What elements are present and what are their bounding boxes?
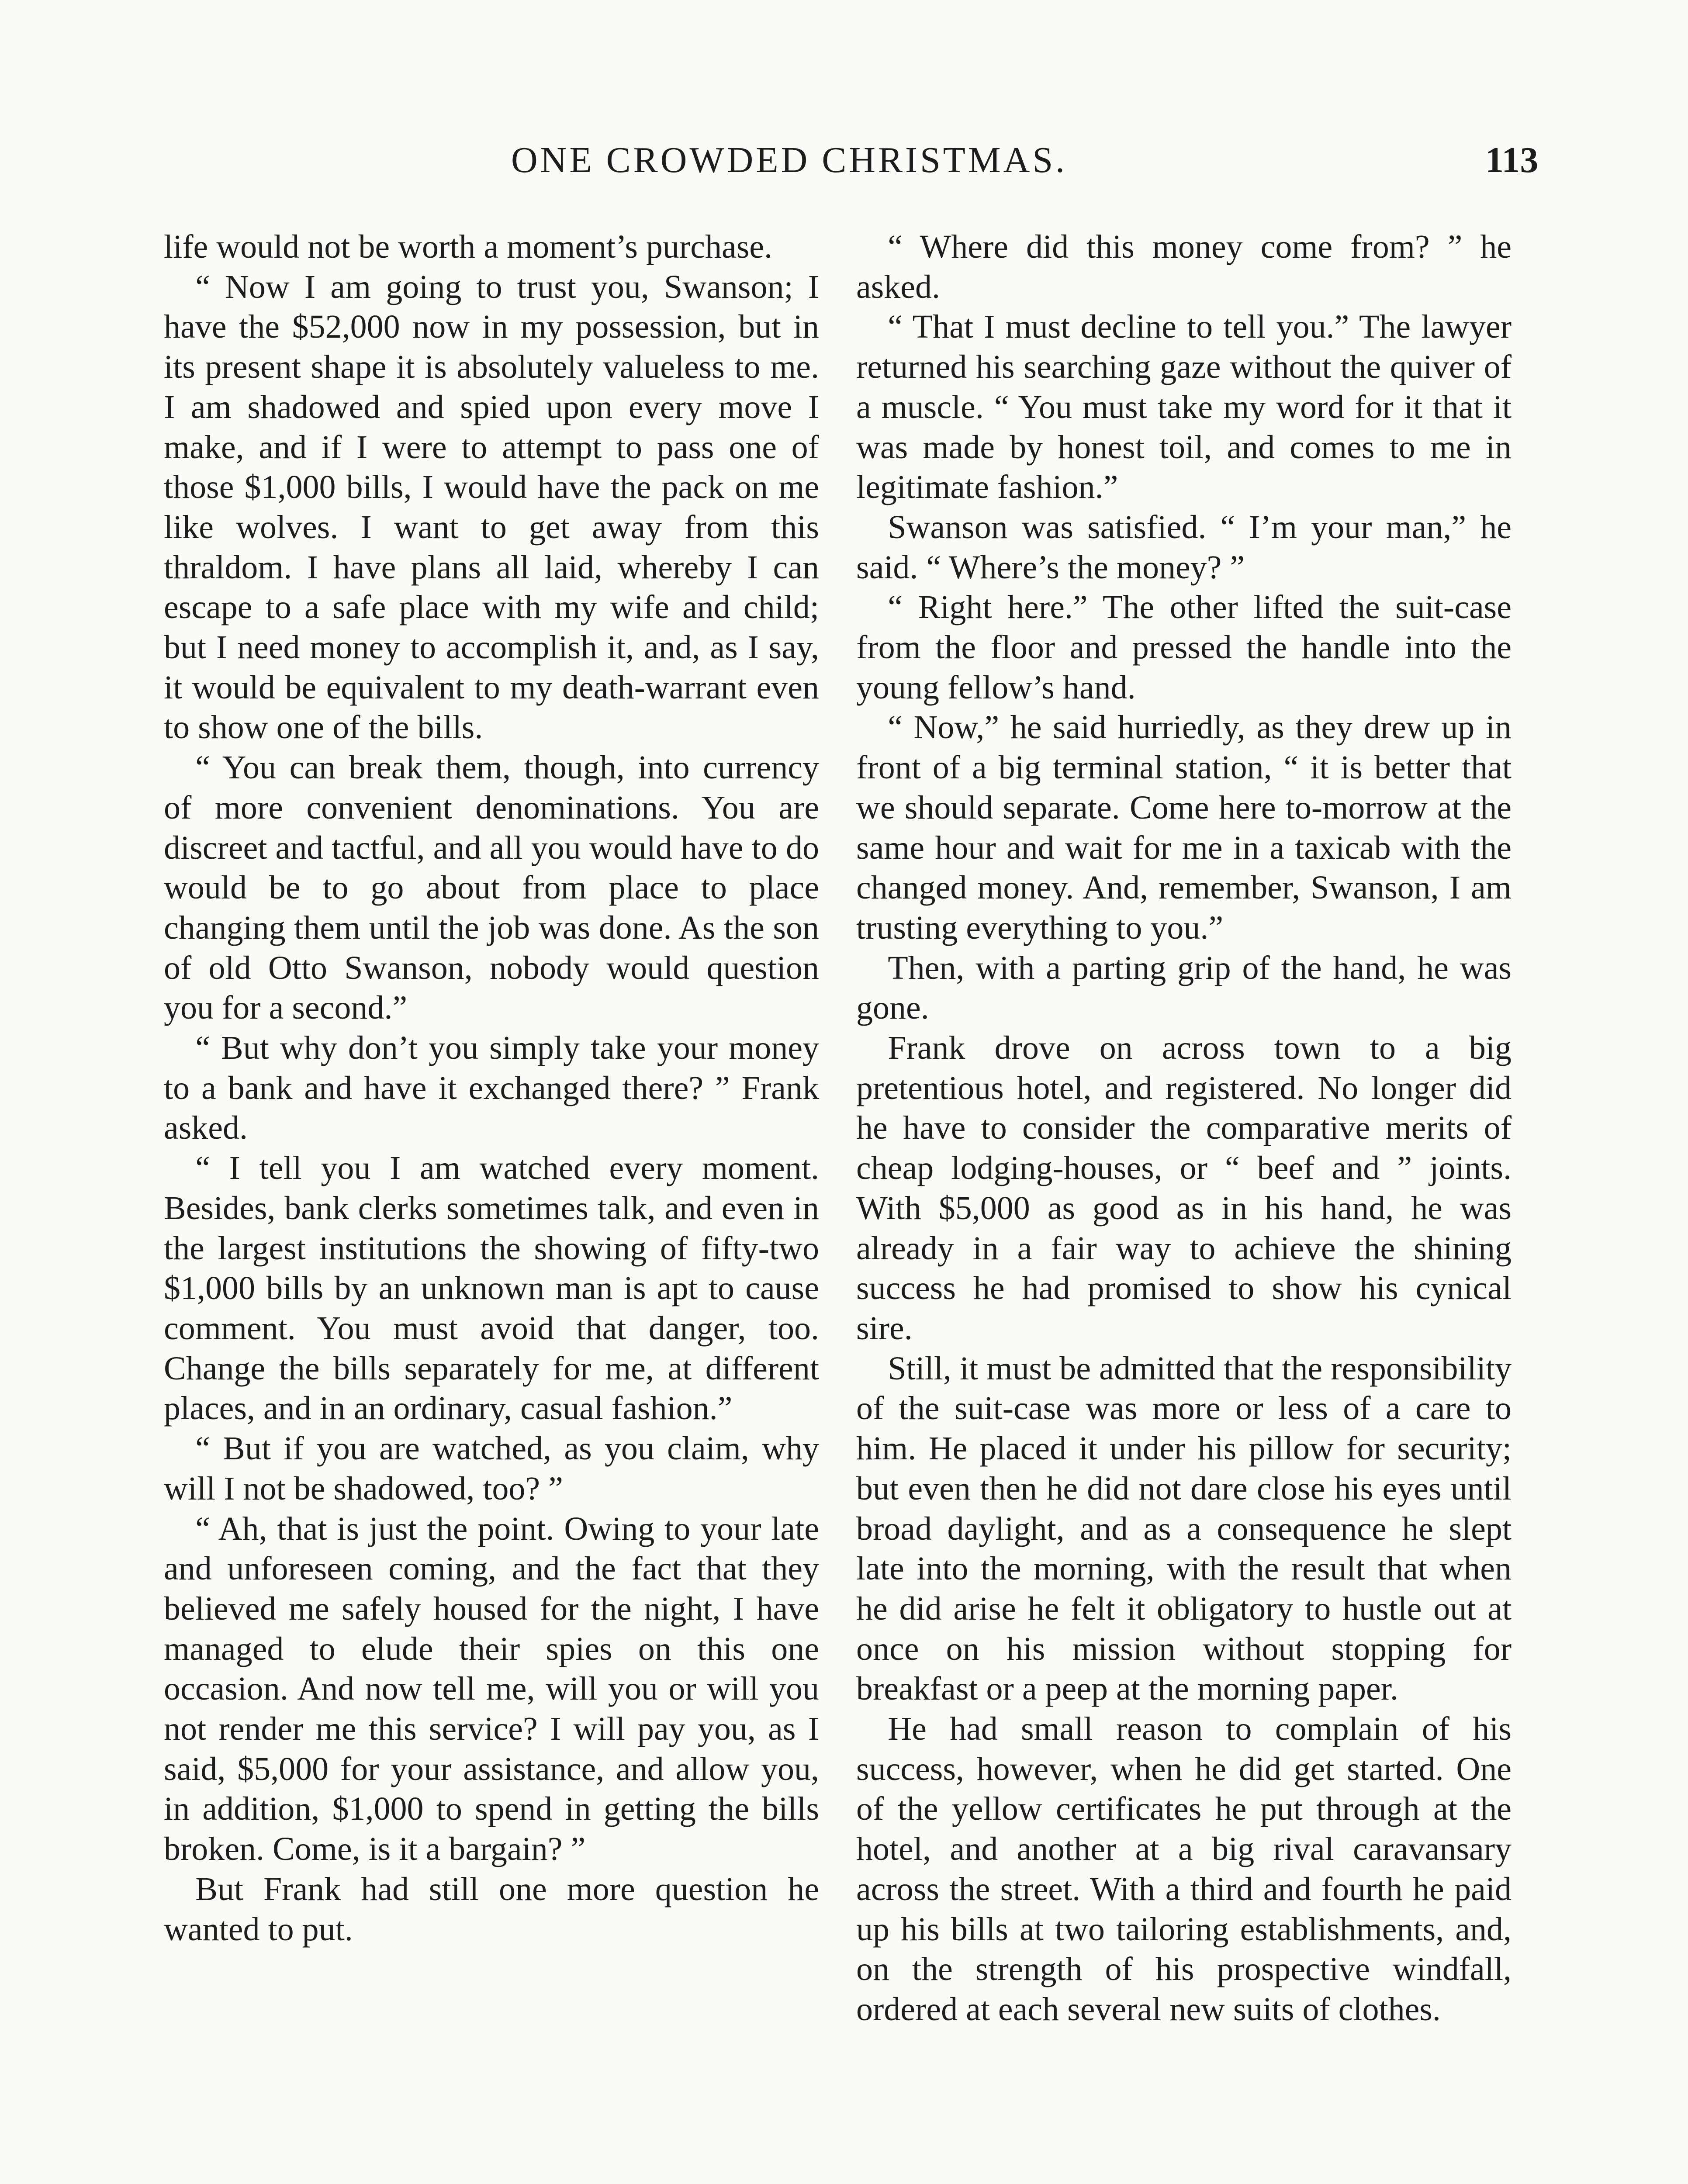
page-number: 113 [1485,140,1539,180]
paragraph: “ Now I am going to trust you, Swanson; I have the $52,000 now in my possession, but in its present shape it is absolutely valueless to me. I am shadowed and spied upon every move I make, and if I were to attempt to pass one of those $1,000 bills, I would have the pack on me like wolves. I want to get away from this thraldom. I have plans all laid, whereby I can escape to a safe place with my wife and child; but I need money to accomplish it, and, as I say, it would be equivalent to my death-warrant even to show one of the bills. [164,268,819,746]
left-column [164,227,819,1949]
paragraph: Frank drove on across town to a big pretentious hotel, and registered. No longer did he have to consider the comparative merits of cheap lodging-houses, or “ beef and ” joints. With $5,000 as good as in his hand, he was already in a fair way to achieve the shining success he had promised to show his cynical sire. [856,1030,1512,1347]
paragraph: But Frank had still one more question he wanted to put. [164,1870,819,1948]
paragraph: “ That I must decline to tell you.” The lawyer returned his searching gaze without the quiver of a muscle. “ You must take my word for it that it was made by honest toil, and comes to me in legitimate fashion.” [856,308,1512,506]
paragraph: “ Now,” he said hurriedly, as they drew up in front of a big terminal station, “ it is better that we should separate. Come here to-morrow at the same hour and wait for me in a taxicab with the changed money. And, remember, Swanson, I am trusting everything to you.” [856,709,1512,946]
paragraph: Swanson was satisfied. “ I’m your man,” he said. “ Where’s the money? ” [856,508,1512,586]
paragraph: “ I tell you I am watched every moment. Besides, bank clerks sometimes talk, and even in the largest institutions the showing of fifty-two $1,000 bills by an unknown man is apt to cause comment. You must avoid that danger, too. Change the bills separately for me, at different places, and in an ordinary, casual fashion.” [164,1150,819,1427]
paragraph: “ But if you are watched, as you claim, why will I not be shadowed, too? ” [164,1430,819,1507]
paragraph: Then, with a parting grip of the hand, he was gone. [856,949,1512,1026]
paragraph: He had small reason to complain of his success, however, when he did get started. One of the yellow certificates he put through at the hotel, and another at a big rival caravansary across the street. With a third and fourth he paid up his bills at two tailoring establishments, and, on the strength of his prospective windfall, ordered at each several new suits of clothes. [856,1711,1512,2028]
running-title: ONE CROWDED CHRISTMAS. [511,140,1068,180]
paragraph: Still, it must be admitted that the responsibility of the suit-case was more or less of a care to him. He placed it under his pillow for security; but even then he did not dare close his eyes until broad daylight, and as a consequence he slept late into the morning, with the result that when he did arise he felt it obligatory to hustle out at once on his mission without stopping for breakfast or a peep at the morning paper. [856,1350,1512,1707]
paragraph: “ Right here.” The other lifted the suit-case from the floor and pressed the handle into the young fellow’s hand. [856,589,1512,706]
paragraph: “ Ah, that is just the point. Owing to your late and unforeseen coming, and the fact that they believed me safely housed for the night, I have managed to elude their spies on this one occasion. And now tell me, will you or will you not render me this service? I will pay you, as I said, $5,000 for your assistance, and allow you, in addition, $1,000 to spend in getting the bills broken. Come, is it a bargain? ” [164,1510,819,1868]
paragraph: “ Where did this money come from? ” he asked. [856,228,1512,305]
paragraph: life would not be worth a moment’s purchase. [164,228,773,265]
right-column [856,227,1512,2030]
page-header [0,139,1688,187]
paragraph: “ You can break them, though, into currency of more convenient denominations. You are discreet and tactful, and all you would have to do would be to go about from place to place changing them until the job was done. As the son of old Otto Swanson, nobody would question you for a second.” [164,749,819,1026]
paragraph: “ But why don’t you simply take your money to a bank and have it exchanged there? ” Frank asked. [164,1030,819,1147]
